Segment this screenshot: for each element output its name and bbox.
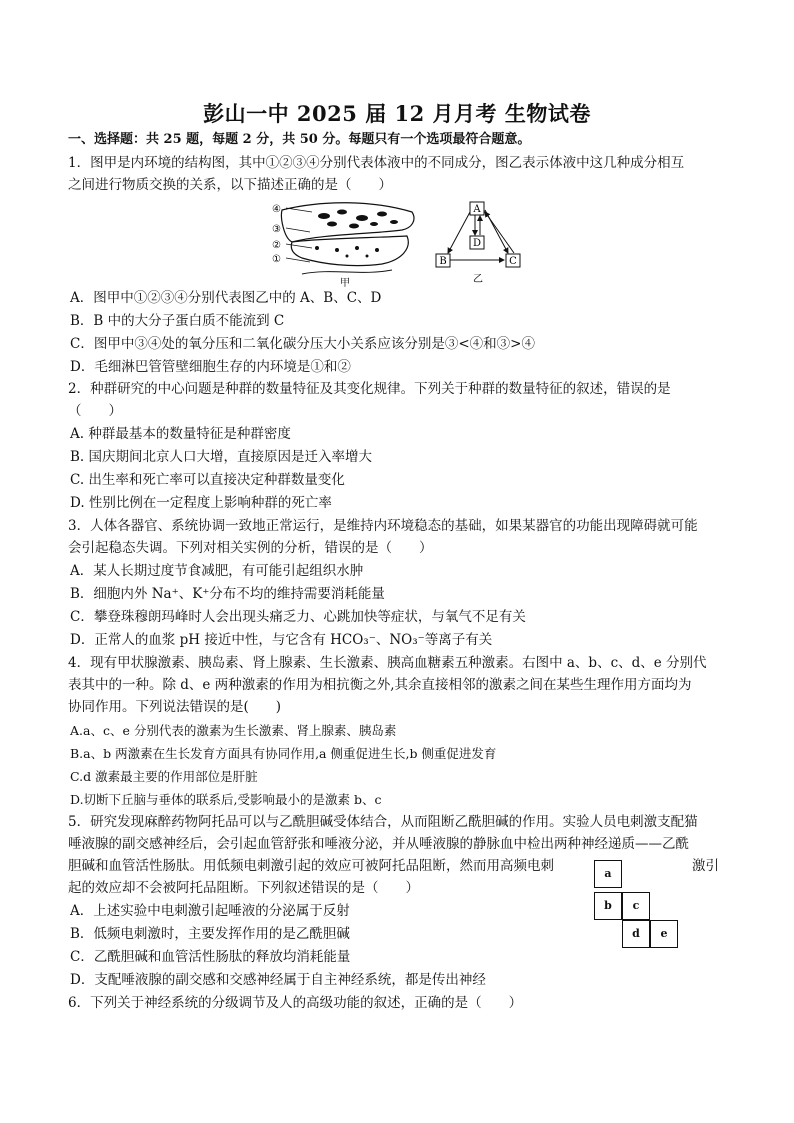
grid-cell-e: e	[650, 920, 678, 948]
q3-option-a: A．某人长期过度节食减肥，有可能引起组织水肿	[70, 563, 364, 579]
q6-stem-line-1: 6．下列关于神经系统的分级调节及人的高级功能的叙述，正确的是（ ）	[68, 995, 523, 1011]
grid-cell-b: b	[594, 892, 622, 920]
q4-stem-line-3: 协同作用。下列说法错误的是( )	[68, 699, 282, 715]
q5-option-c: C．乙酰胆碱和血管活性肠肽的释放均消耗能量	[70, 949, 351, 965]
q5-stem-line-1: 5．研究发现麻醉药物阿托品可以与乙酰胆碱受体结合，从而阻断乙酰胆碱的作用。实验人员电刺激支配猫	[68, 814, 698, 830]
node-b: B	[439, 256, 447, 267]
q3-stem-line-1: 3．人体各器官、系统协调一致地正常运行，是维持内环境稳态的基础，如果某器官的功能出现障碍就可能	[68, 518, 698, 534]
q2-stem-line-1: 2．种群研究的中心问题是种群的数量特征及其变化规律。下列关于种群的数量特征的叙述，错误的是	[68, 381, 671, 397]
q1-option-a: A．图甲中①②③④分别代表图乙中的 A、B、C、D	[70, 290, 382, 306]
fig-jia-label-1: ①	[272, 254, 281, 265]
q4-option-b: B.a、b 两激素在生长发育方面具有协同作用,a 侧重促进生长,b 侧重促进发育	[70, 746, 497, 761]
node-c: C	[509, 256, 517, 267]
q5-option-b: B．低频电刺激时，主要发挥作用的是乙酰胆碱	[70, 926, 350, 942]
grid-cell-c: c	[622, 892, 650, 920]
node-d: D	[472, 238, 482, 249]
fig-jia-caption: 甲	[340, 278, 350, 288]
fig-jia-label-4: ④	[272, 204, 281, 215]
q1-option-d: D．毛细淋巴管管壁细胞生存的内环境是①和②	[70, 359, 351, 375]
q5-stem-line-3: 胆碱和血管活性肠肽。用低频电刺激引起的效应可被阿托品阻断，然而用高频电刺	[68, 858, 554, 874]
grid-cell-a: a	[594, 860, 622, 888]
section-heading: 一、选择题：共 25 题，每题 2 分，共 50 分。每题只有一个选项最符合题意。	[68, 132, 531, 147]
q2-option-d: D. 性别比例在一定程度上影响种群的死亡率	[70, 495, 332, 511]
fig-jia-label-2: ②	[272, 240, 281, 251]
q3-option-d: D．正常人的血浆 pH 接近中性，与它含有 HCO₃⁻、NO₃⁻等离子有关	[70, 632, 493, 648]
fig-yi-caption: 乙	[473, 274, 483, 285]
q5-stem-line-3-end: 激引	[692, 858, 719, 874]
fig-jia-label-3: ③	[272, 224, 281, 235]
grid-cell-d: d	[622, 920, 650, 948]
q3-option-c: C．攀登珠穆朗玛峰时人会出现头痛乏力、心跳加快等症状，与氧气不足有关	[70, 609, 526, 625]
page-title: 彭山一中 2025 届 12 月月考 生物试卷	[203, 101, 591, 126]
q1-stem-line-2: 之间进行物质交换的关系，以下描述正确的是（ ）	[68, 177, 392, 193]
figure-yi	[430, 198, 530, 288]
q4-option-a: A.a、c、e 分别代表的激素为生长激素、肾上腺素、胰岛素	[70, 723, 397, 738]
q4-stem-line-1: 4．现有甲状腺激素、胰岛素、肾上腺素、生长激素、胰高血糖素五种激素。右图中 a、b、c、d、e 分别代	[68, 655, 707, 671]
q5-option-a: A．上述实验中电刺激引起唾液的分泌属于反射	[70, 903, 350, 919]
q1-option-b: B．B 中的大分子蛋白质不能流到 C	[70, 313, 285, 329]
q4-option-c: C.d 激素最主要的作用部位是肝脏	[70, 769, 258, 784]
q1-option-c: C．图甲中③④处的氧分压和二氧化碳分压大小关系应该分别是③<④和③>④	[70, 336, 535, 352]
q3-option-b: B．细胞内外 Na⁺、K⁺分布不均的维持需要消耗能量	[70, 586, 385, 602]
node-a: A	[473, 204, 481, 215]
q2-option-b: B. 国庆期间北京人口大增，直接原因是迁入率增大	[70, 449, 373, 465]
q3-stem-line-2: 会引起稳态失调。下列对相关实例的分析，错误的是（ ）	[68, 540, 433, 556]
q4-option-d: D.切断下丘脑与垂体的联系后,受影响最小的是激素 b、c	[70, 792, 382, 807]
q1-stem-line-1: 1．图甲是内环境的结构图，其中①②③④分别代表体液中的不同成分，图乙表示体液中这几种成分相互	[68, 155, 685, 171]
q5-option-d: D．支配唾液腺的副交感和交感神经属于自主神经系统，都是传出神经	[70, 972, 486, 988]
q2-stem-line-2: （ ）	[68, 403, 122, 419]
q5-stem-line-4: 起的效应却不会被阿托品阻断。下列叙述错误的是（ ）	[68, 880, 419, 896]
q2-option-c: C. 出生率和死亡率可以直接决定种群数量变化	[70, 472, 345, 488]
q2-option-a: A. 种群最基本的数量特征是种群密度	[70, 426, 291, 442]
figure-jia	[262, 198, 422, 288]
q5-stem-line-2: 唾液腺的副交感神经后，会引起血管舒张和唾液分泌，并从唾液腺的静脉血中检出两种神经递质——乙酰	[68, 836, 689, 852]
q4-stem-line-2: 表其中的一种。除 d、e 两种激素的作用为相抗衡之外,其余直接相邻的激素之间在某些生理作用方面均为	[68, 677, 692, 693]
